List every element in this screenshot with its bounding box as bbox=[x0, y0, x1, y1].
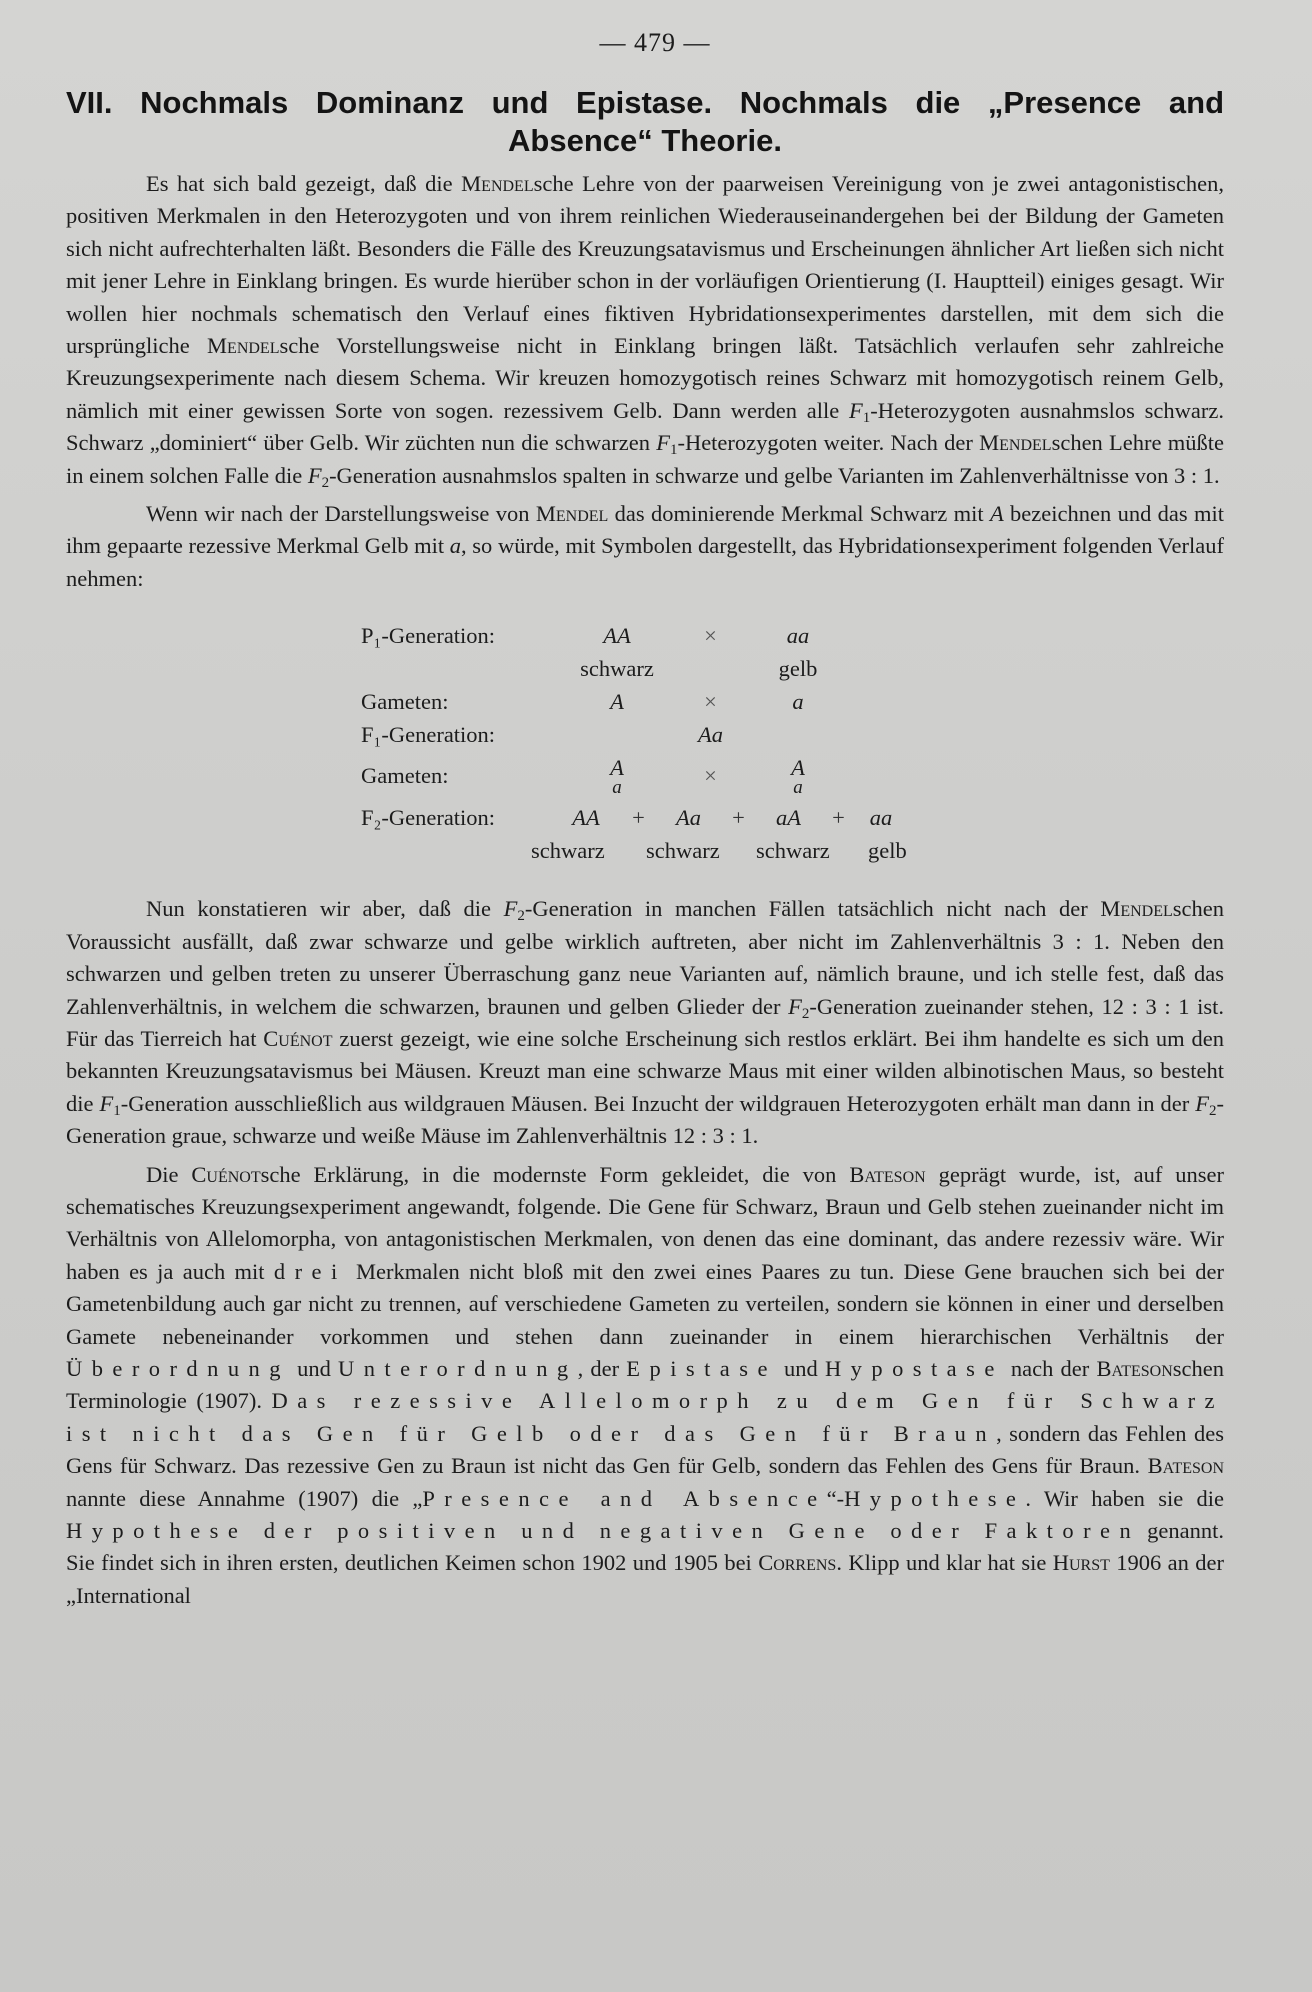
gametes-2-label: Gameten: bbox=[361, 763, 449, 789]
p1-names-row bbox=[361, 652, 1224, 685]
gametes-2-row bbox=[361, 751, 1224, 801]
body-text bbox=[66, 168, 1224, 595]
body-text-2 bbox=[66, 893, 1224, 1612]
p1-right-name: gelb bbox=[778, 655, 818, 681]
paragraph-3: Nun konstatieren wir aber, daß die $F_2$-Generation in manchen Fällen tatsächlich nicht nach der Mendelschen Voraussicht ausfällt, daß zwar schwarze und gelbe wirklich auftreten, aber nicht im Zahlenverhältnis 3 : 1. Neben den schwarzen und gelben treten zu unserer Überraschung ganz neue Varianten auf, nämlich braune, und ich stelle fest, daß das Zahlenverhältnis, in welchem die schwarzen, braunen und gelben Glieder der $F_2$-Generation zueinander stehen, 12 : 3 : 1 ist. Für das Tierreich hat Cuénot zuerst gezeigt, wie eine solche Erscheinung sich restlos erklärt. Bei ihm handelte es sich um den bekannten Kreuzungsatavismus bei Mäusen. Kreuzt man eine schwarze Maus mit einer wilden albinotischen Maus, so besteht die $F_1$-Generation ausschließlich aus wildgrauen Mäusen. Bei Inzucht der wildgrauen Heterozygoten erhält man dann in der $F_2$-Generation graue, schwarze und weiße Mäuse im Zahlenverhältnis 12 : 3 : 1. bbox=[66, 896, 1225, 1149]
gametes-1-row bbox=[361, 685, 1224, 718]
f1-label: F₁-Generation: bbox=[361, 721, 496, 747]
f2-term-4: aa bbox=[869, 804, 893, 830]
f2-plus-2: + bbox=[732, 804, 745, 830]
p1-left-name: schwarz bbox=[580, 655, 654, 681]
paragraph-4: Die Cuénotsche Erklärung, in die modernste Form gekleidet, die von Bateson geprägt wurde, ist, auf unser schematisches Kreuzungsexperiment angewandt, folgende. Die Gene für Schwarz, Braun und Gelb stehen zueinander nicht im Verhältnis von Allelomorpha, von antagonistischen Merkmalen, von denen das eine dominant, das andere rezessiv wäre. Wir haben es ja auch mit drei Merkmalen nicht bloß mit den zwei eines Paares zu tun. Diese Gene brauchen sich bei der Gametenbildung auch gar nicht zu trennen, auf verschiedene Gameten zu verteilen, sondern sie können in einer und derselben Gamete nebeneinander vorkommen und stehen dann zueinander in einem hierarchischen Verhältnis der Überordnung und Unterordnung, der Epistase und Hypostase nach der Batesonschen Terminologie (1907). Das rezessive Allelomorph zu dem Gen für Schwarz ist nicht das Gen für Gelb oder das Gen für Braun, sondern das Fehlen des Gens für Schwarz. Das rezessive Gen zu Braun ist nicht das Gen für Gelb, sondern das Fehlen des Gens für Braun. Bateson nannte diese Annahme (1907) die „Presence and Absence“-Hypothese. Wir haben sie die Hypothese der positiven und negativen Gene oder Faktoren genannt. Sie findet sich in ihren ersten, deutlichen Keimen schon 1902 und 1905 bei Correns. Klipp und klar hat sie Hurst 1906 an der „International bbox=[66, 1161, 1225, 1608]
p1-cross: × bbox=[704, 622, 717, 648]
f2-name-3: schwarz bbox=[756, 837, 830, 863]
gametes-2-right: A a bbox=[791, 754, 805, 798]
f2-plus-1: + bbox=[632, 804, 645, 830]
gametes-1-label: Gameten: bbox=[361, 688, 449, 714]
f2-plus-3: + bbox=[832, 804, 845, 830]
gametes-2-cross: × bbox=[704, 763, 717, 789]
f2-label: F₂-Generation: bbox=[361, 804, 496, 830]
f2-name-2: schwarz bbox=[646, 837, 720, 863]
f1-value: Aa bbox=[698, 721, 723, 747]
p1-row bbox=[361, 619, 1224, 652]
f2-term-2: Aa bbox=[676, 804, 701, 830]
gametes-1-left: A bbox=[610, 688, 624, 714]
p1-label: P₁-Generation: bbox=[361, 622, 496, 648]
f2-name-1: schwarz bbox=[531, 837, 605, 863]
paragraph-2: Wenn wir nach der Darstellungsweise von Mendel das dominierende Merkmal Schwarz mit A bezeichnen und das mit ihm gepaarte rezessive Merkmal Gelb mit a, so würde, mit Symbolen dargestellt, das Hybridationsexperiment folgenden Verlauf nehmen: bbox=[66, 501, 1224, 591]
cross-scheme bbox=[361, 619, 1224, 867]
f2-term-1: AA bbox=[572, 804, 600, 830]
chapter-title: VII. Nochmals Dominanz und Epistase. Nochmals die „Presence and Absence“ Theorie. bbox=[66, 85, 1224, 158]
f2-names-row bbox=[361, 834, 1224, 867]
f1-row bbox=[361, 718, 1224, 751]
gametes-1-right: a bbox=[792, 688, 804, 714]
f2-row bbox=[361, 801, 1224, 834]
gametes-2-left: A a bbox=[610, 754, 624, 798]
page-number: — 479 — bbox=[599, 28, 711, 57]
p1-left: AA bbox=[603, 622, 631, 648]
gametes-1-cross: × bbox=[704, 688, 717, 714]
p1-right: aa bbox=[786, 622, 810, 648]
f2-term-3: aA bbox=[776, 804, 801, 830]
paragraph-1: Es hat sich bald gezeigt, daß die Mendelsche Lehre von der paarweisen Vereinigung von je zwei antagonistischen, positiven Merkmalen in den Heterozygoten und von ihrem reinlichen Wiederauseinandergehen bei der Bildung der Gameten sich nicht aufrechterhalten läßt. Besonders die Fälle des Kreuzungsatavismus und Erscheinungen ähnlicher Art ließen sich nicht mit jener Lehre in Einklang bringen. Es wurde hierüber schon in der vorläufigen Orientierung (I. Hauptteil) einiges gesagt. Wir wollen hier nochmals schematisch den Verlauf eines fiktiven Hybridationsexperimentes darstellen, mit dem sich die ursprüngliche Mendelsche Vorstellungsweise nicht in Einklang bringen läßt. Tatsächlich verlaufen sehr zahlreiche Kreuzungsexperimente nach diesem Schema. Wir kreuzen homozygotisch reines Schwarz mit homozygotisch reinem Gelb, nämlich mit einer gewissen Sorte von sogen. rezessivem Gelb. Dann werden alle $F_1$-Heterozygoten ausnahmslos schwarz. Schwarz „dominiert“ über Gelb. Wir züchten nun die schwarzen $F_1$-Heterozygoten weiter. Nach der Mendelschen Lehre müßte in einem solchen Falle die $F_2$-Generation ausnahmslos spalten in schwarze und gelbe Varianten im Zahlenverhältnisse von 3 : 1. bbox=[66, 171, 1225, 491]
f2-name-4: gelb bbox=[868, 837, 907, 863]
